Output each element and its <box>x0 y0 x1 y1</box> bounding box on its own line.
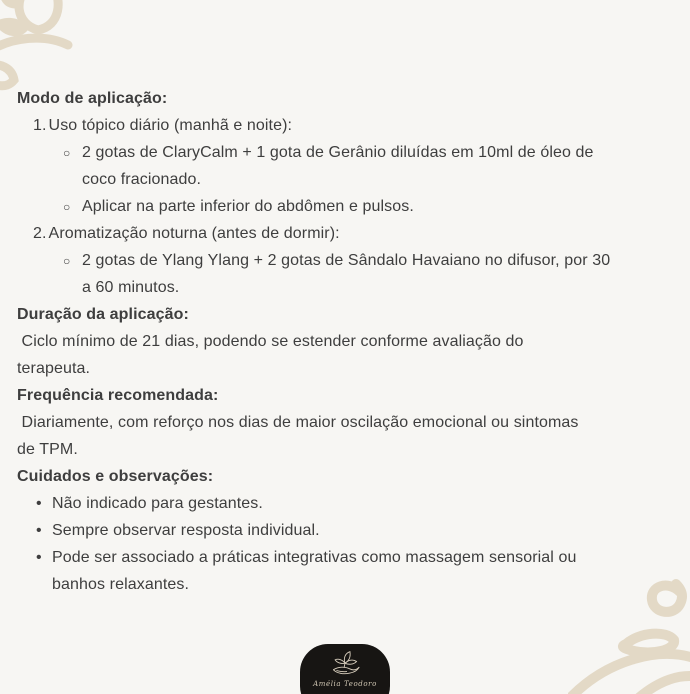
step-number: 1. <box>33 117 47 134</box>
step-label: Aromatização noturna (antes de dormir): <box>48 225 340 242</box>
hollow-circle-bullet-icon: ○ <box>63 254 71 268</box>
application-heading: Modo de aplicação: <box>17 90 168 107</box>
numbered-step-2 <box>17 220 674 247</box>
care-item-text: Sempre observar resposta individual. <box>52 522 320 539</box>
care-list-item <box>17 517 587 544</box>
bullet-icon: • <box>36 549 42 566</box>
frequency-heading: Frequência recomendada: <box>17 387 219 404</box>
substep-item <box>17 193 617 220</box>
care-heading: Cuidados e observações: <box>17 468 214 485</box>
care-protocol-text <box>17 85 674 598</box>
brand-logo-badge <box>300 644 390 694</box>
substep-item <box>17 247 617 301</box>
hollow-circle-bullet-icon: ○ <box>63 200 71 214</box>
brand-name: Amélia Teodoro <box>313 680 377 688</box>
hand-holding-leaves-icon <box>328 650 362 678</box>
numbered-step-1 <box>17 112 674 139</box>
duration-body: Ciclo mínimo de 21 dias, podendo se estender conforme avaliação do terapeuta. <box>17 333 529 377</box>
frequency-body: Diariamente, com reforço nos dias de maior oscilação emocional ou sintomas de TPM. <box>17 414 584 458</box>
substep-text: Aplicar na parte inferior do abdômen e pulsos. <box>82 198 414 215</box>
step-number: 2. <box>33 225 47 242</box>
step-label: Uso tópico diário (manhã e noite): <box>48 117 293 134</box>
substep-item <box>17 139 617 193</box>
substep-text: 2 gotas de Ylang Ylang + 2 gotas de Sândalo Havaiano no difusor, por 30 a 60 minutos. <box>82 252 611 296</box>
care-list-item <box>17 544 587 598</box>
care-item-text: Pode ser associado a práticas integrativas como massagem sensorial ou banhos relaxantes. <box>52 549 577 593</box>
duration-heading: Duração da aplicação: <box>17 306 189 323</box>
care-item-text: Não indicado para gestantes. <box>52 495 263 512</box>
hollow-circle-bullet-icon: ○ <box>63 146 71 160</box>
bullet-icon: • <box>36 522 42 539</box>
bullet-icon: • <box>36 495 42 512</box>
care-list-item <box>17 490 587 517</box>
substep-text: 2 gotas de ClaryCalm + 1 gota de Gerânio diluídas em 10ml de óleo de coco fracionado. <box>82 144 594 188</box>
